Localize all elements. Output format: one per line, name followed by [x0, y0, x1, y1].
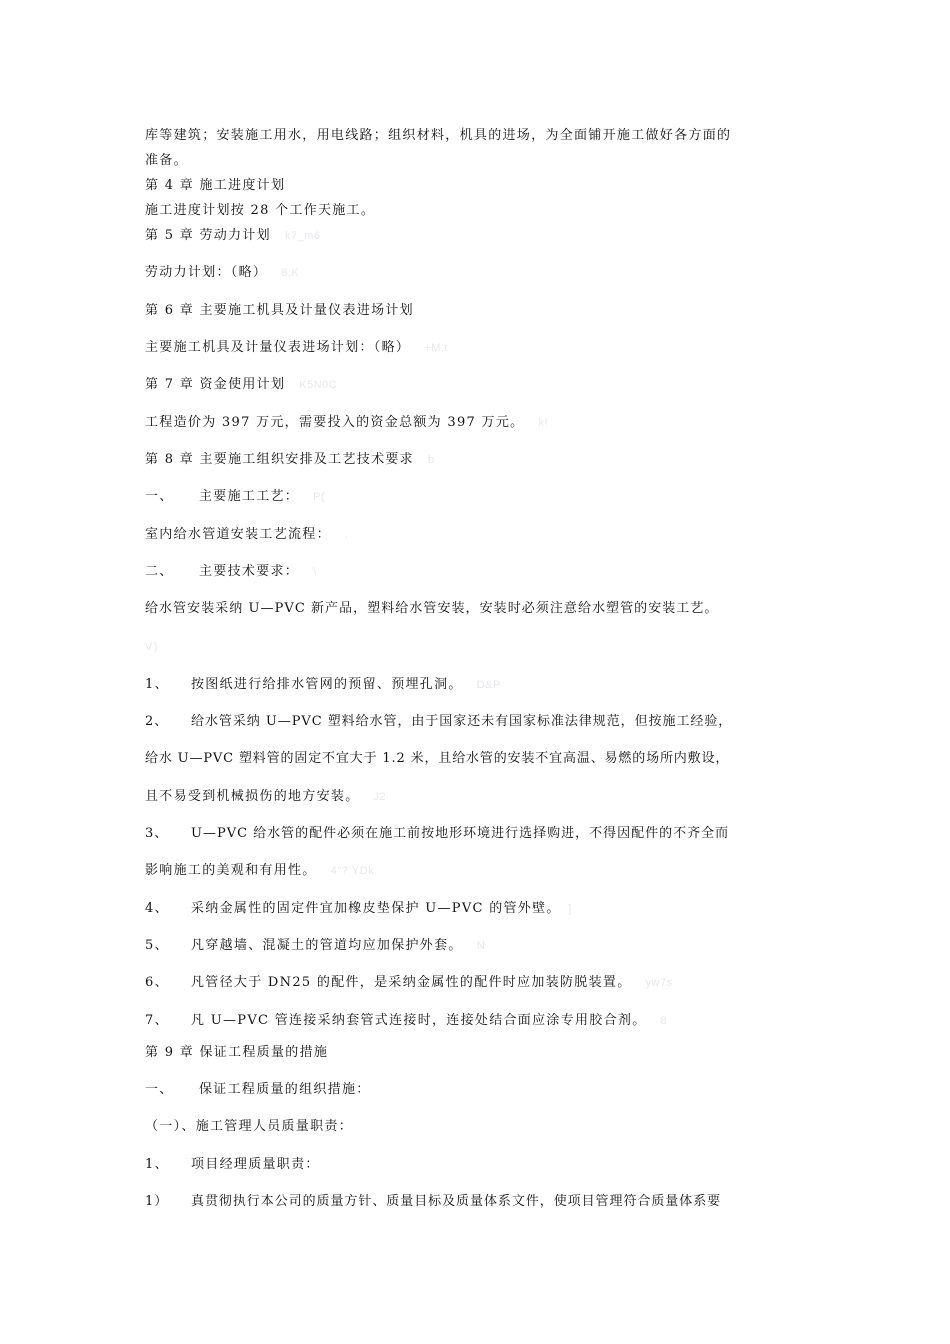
list-item-6: 6、 凡管径大于 DN25 的配件，是采纳金属性的配件时应加装防脱装置。 yw7s	[145, 975, 673, 990]
chapter-7-heading: 第 7 章 资金使用计划 K5N0C	[145, 377, 338, 392]
list-number: 二、	[145, 564, 174, 579]
list-number: 5、	[145, 938, 169, 953]
list-item-2: 2、 给水管采纳 U—PVC 塑料给水管，由于国家还未有国家标准法律规范，但按施工经验，	[145, 714, 733, 729]
list-number: 一、	[145, 489, 174, 504]
list-item-1: 1、 按图纸进行给排水管网的预留、预埋孔洞。 D&P	[145, 677, 501, 692]
chapter-5-heading: 第 5 章 劳动力计划 k7_m6	[145, 228, 321, 243]
watermark-text: J2	[373, 791, 387, 803]
list-number: 1、	[145, 677, 169, 692]
list-number: 一、	[145, 1082, 174, 1097]
line-2: 准备。	[145, 153, 188, 168]
watermark-text: 8	[660, 1015, 668, 1027]
watermark-text: 4"? YDk	[330, 865, 375, 877]
watermark-text: +M,t	[424, 342, 448, 354]
watermark-text: k!	[538, 417, 549, 429]
watermark-text: b	[427, 454, 435, 466]
line-20: 且不易受到机械损伤的地方安装。 J2	[145, 789, 387, 804]
line-13: 室内给水管道安装工艺流程： .	[145, 527, 349, 542]
list-item-3: 3、 U—PVC 给水管的配件必须在施工前按地形环境进行选择购进，不得因配件的不齐全而	[145, 826, 730, 841]
watermark-text: N	[476, 940, 486, 952]
line-6: 劳动力计划：（略） 8;K	[145, 265, 300, 280]
line-19: 给水 U—PVC 塑料管的固定不宜大于 1.2 米，且给水管的安装不宜高温、易燃的场所内敷设，	[145, 751, 730, 766]
line-14: 二、 主要技术要求： \	[145, 564, 317, 579]
line-31: 1） 真贯彻执行本公司的质量方针、质量目标及质量体系文件，使项目管理符合质量体系要	[145, 1194, 722, 1209]
line-29: （一）、施工管理人员质量职责：	[145, 1119, 354, 1134]
chapter-4-heading: 第 4 章 施工进度计划	[145, 178, 286, 193]
list-number: 1）	[145, 1194, 169, 1209]
list-number: 4、	[145, 901, 169, 916]
list-item-7: 7、 凡 U—PVC 管连接采纳套管式连接时，连接处结合面应涂专用胶合剂。 8	[145, 1013, 668, 1028]
list-number: 7、	[145, 1013, 169, 1028]
watermark-text: ]	[568, 903, 572, 915]
line-12: 一、 主要施工工艺： P(	[145, 489, 326, 504]
chapter-6-heading: 第 6 章 主要施工机具及计量仪表进场计划	[145, 303, 414, 318]
watermark-text: yw7s	[645, 977, 673, 989]
list-item-4: 4、 采纳金属性的固定件宜加橡皮垫保护 U—PVC 的管外壁。 ]	[145, 901, 572, 916]
chapter-8-heading: 第 8 章 主要施工组织安排及工艺技术要求 b	[145, 452, 435, 467]
line-30: 1、 项目经理质量职责：	[145, 1157, 320, 1172]
line-28: 一、 保证工程质量的组织措施：	[145, 1082, 371, 1097]
watermark-text: P(	[313, 491, 326, 503]
line-15: 给水管安装采纳 U—PVC 新产品，塑料给水管安装，安装时必须注意给水塑管的安装工艺。	[145, 601, 719, 616]
watermark-text: k7_m6	[284, 230, 321, 242]
watermark-text: \	[313, 566, 317, 578]
line-1: 库等建筑；安装施工用水，用电线路；组织材料，机具的进场，为全面铺开施工做好各方面的	[145, 128, 732, 143]
watermark-text: 8;K	[281, 267, 300, 279]
watermark-line: V)	[145, 641, 159, 653]
line-10: 工程造价为 397 万元，需要投入的资金总额为 397 万元。 k!	[145, 415, 549, 430]
list-item-5: 5、 凡穿越墙、混凝土的管道均应加保护外套。 N	[145, 938, 486, 953]
line-22: 影响施工的美观和有用性。 4"? YDk	[145, 863, 375, 878]
list-number: 3、	[145, 826, 169, 841]
chapter-9-heading: 第 9 章 保证工程质量的措施	[145, 1045, 329, 1060]
watermark-text: D&P	[476, 679, 501, 691]
list-number: 2、	[145, 714, 169, 729]
line-8: 主要施工机具及计量仪表进场计划：（略） +M,t	[145, 340, 448, 355]
list-number: 1、	[145, 1157, 169, 1172]
watermark-text: K5N0C	[299, 379, 338, 391]
watermark-text: .	[344, 529, 349, 541]
line-4: 施工进度计划按 28 个工作天施工。	[145, 203, 376, 218]
list-number: 6、	[145, 975, 169, 990]
